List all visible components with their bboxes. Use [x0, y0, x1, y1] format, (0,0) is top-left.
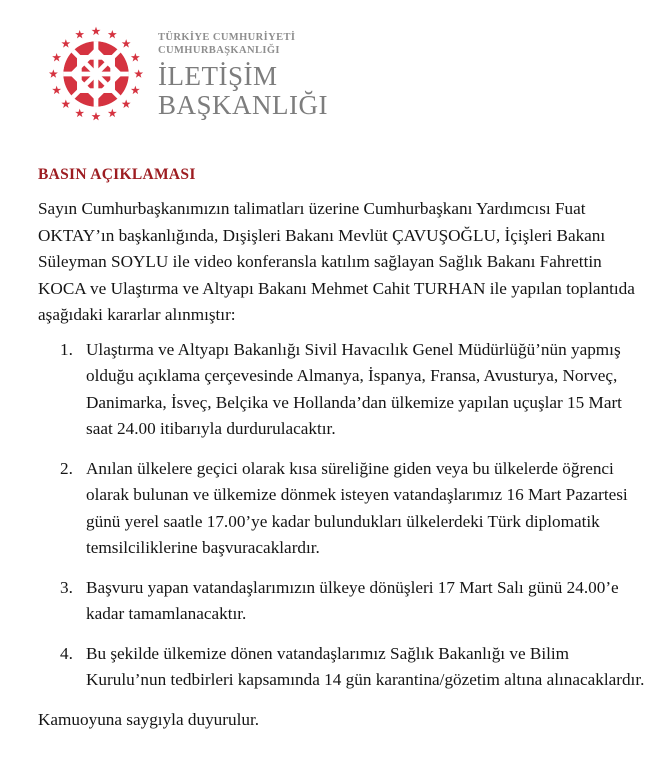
letterhead — [0, 0, 670, 118]
list-item: Anılan ülkelere geçici olarak kısa süreliğine giden veya bu ülkelerde öğrenci olarak bulunan ve ülkemize dönmek isteyen vatandaşlarımız 16 Mart Pazartesi günü yerel saatle 17.00’ye kadar bulundukları ülkelerdeki Türk diplomatik temsilciliklerine başvuracaklardır. — [86, 458, 628, 557]
intro-paragraph: Sayın Cumhurbaşkanımızın talimatları üzerine Cumhurbaşkanı Yardımcısı Fuat OKTAY’ın başkanlığında, Dışişleri Bakanı Mevlüt ÇAVUŞOĞLU, İçişleri Bakanı Süleyman SOYLU ile video konferansla katılım sağlayan Sağlık Bakanı Fahrettin KOCA ve Ulaştırma ve Altyapı Bakanı Mehmet Cahit TURHAN ile yapılan toplantıda aşağıdaki kararlar alınmıştır: — [38, 199, 635, 324]
turkish-presidency-star-emblem-icon — [44, 22, 148, 126]
org-line-1: TÜRKİYE CUMHURİYETİ — [158, 31, 296, 43]
list-item: Başvuru yapan vatandaşlarımızın ülkeye dönüşleri 17 Mart Salı günü 24.00’e kadar tamamlanacaktır. — [86, 577, 619, 623]
org-line-2: CUMHURBAŞKANLIĞI — [158, 45, 280, 56]
decisions-list — [38, 337, 648, 694]
dept-line-1: İLETİŞİM — [158, 60, 278, 91]
organization-logotype — [158, 29, 328, 120]
closing-paragraph: Kamuoyuna saygıyla duyurulur. — [38, 709, 260, 729]
list-item: Bu şekilde ülkemize dönen vatandaşlarımız Sağlık Bakanlığı ve Bilim Kurulu’nun tedbirleri kapsamında 14 gün karantina/gözetim altına alınacaklardır. — [86, 643, 645, 689]
document-body — [0, 166, 670, 733]
dept-line-2: BAŞKANLIĞI — [158, 89, 328, 120]
page-title: BASIN AÇIKLAMASI — [38, 166, 196, 183]
list-item: Ulaştırma ve Altyapı Bakanlığı Sivil Havacılık Genel Müdürlüğü’nün yapmış olduğu açıklama çerçevesinde Almanya, İspanya, Fransa, Avusturya, Norveç, Danimarka, İsveç, Belçika ve Hollanda’dan ülkemize yapılan uçuşlar 15 Mart saat 24.00 itibarıyla durdurulacaktır. — [86, 339, 622, 438]
